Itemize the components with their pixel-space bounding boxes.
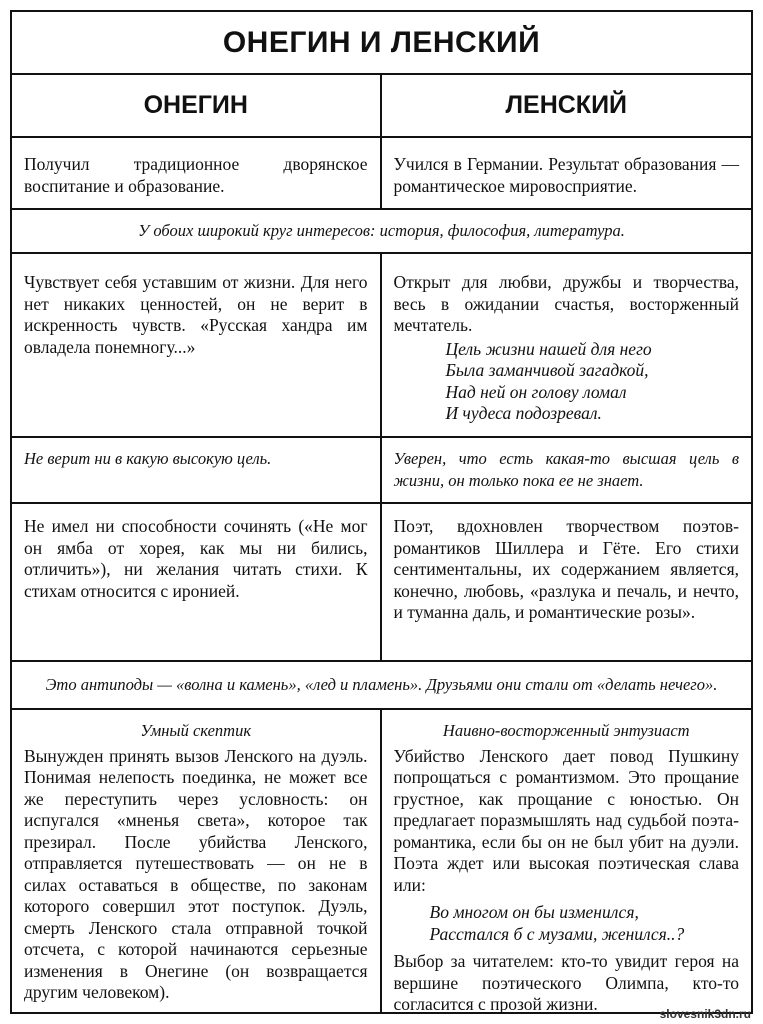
row-common-interests	[12, 210, 751, 254]
lensky-duel-text: Убийство Ленского дает повод Пушкину попрощаться с романтизмом. Это прощание грустное, как прощание с юностью. Он предлагает поразмышлять над судьбой поэта-романтика, если бы он не был убит на дуэли. Поэта ждет или высокая поэтическая слава или:	[393, 745, 739, 895]
onegin-education: Получил традиционное дворянское воспитание и образование.	[12, 138, 382, 208]
site-watermark: slovesnik3dn.ru	[659, 1007, 751, 1021]
verse-line: Во многом он бы изменился,	[429, 902, 639, 922]
onegin-poetry: Не имел ни способности сочинять («Не мог он ямба от хорея, как мы ни бились, отличить»), ни желания читать стихи. К стихам относится с иронией.	[12, 504, 382, 660]
row-poetry	[12, 504, 751, 662]
row-attitude	[12, 254, 751, 438]
common-interests-text: У обоих широкий круг интересов: история, философия, литература.	[138, 221, 625, 240]
header-onegin: ОНЕГИН	[12, 75, 382, 138]
lensky-purpose: Уверен, что есть какая-то высшая цель в жизни, он только пока ее не знает.	[393, 449, 739, 490]
lensky-duel	[382, 710, 752, 1012]
verse-line: И чудеса подозревал.	[445, 403, 602, 423]
row-purpose	[12, 438, 751, 504]
lensky-duel-conclusion: Выбор за читателем: кто-то увидит героя на вершине поэтического Олимпа, кто-то согласится с прозой жизни.	[393, 951, 739, 1014]
lensky-poetry: Поэт, вдохновлен творчеством поэтов-романтиков Шиллера и Гёте. Его стихи сентиментальны, их содержанием является, конечно, любовь, «разлука и печаль, и нечто, и туманна даль, и романтические розы».	[393, 516, 739, 622]
row-duel	[12, 710, 751, 1012]
lensky-duel-title: Наивно-восторженный энтузиаст	[442, 721, 690, 740]
header-lensky: ЛЕНСКИЙ	[382, 75, 752, 138]
onegin-duel-title: Умный скептик	[140, 721, 252, 740]
onegin-attitude: Чувствует себя уставшим от жизни. Для него нет никаких ценностей, он не верит в искренность чувств. «Русская хандра им овладела понемногу...»	[12, 254, 382, 436]
row-education	[12, 138, 751, 210]
onegin-purpose: Не верит ни в какую высокую цель.	[12, 438, 382, 502]
comparison-table	[10, 10, 753, 1014]
lensky-attitude	[382, 254, 752, 436]
row-antipodes	[12, 662, 751, 710]
lensky-education: Учился в Германии. Результат образования — романтическое мировосприятие.	[393, 154, 739, 196]
verse-line: Была заманчивой загадкой,	[445, 360, 649, 380]
onegin-duel-text: Вынужден принять вызов Ленского на дуэль. Понимая нелепость поединка, не может все же переступить через условность: он испугался «мненья света», которое так презирал. После убийства Ленского, отправляется путешествовать — он не в силах оставаться в обществе, по законам которого совершил этот поступок. Дуэль, смерть Ленского стала отправной точкой отсчета, с которой начинаются серьезные изменения в Онегине (он возвращается другим человеком).	[24, 745, 368, 1002]
table-title: ОНЕГИН И ЛЕНСКИЙ	[12, 12, 751, 75]
lensky-attitude-text: Открыт для любви, дружбы и творчества, весь в ожидании счастья, восторженный мечтатель.	[393, 272, 739, 335]
verse-line: Над ней он голову ломал	[445, 381, 627, 402]
onegin-duel	[12, 710, 382, 1012]
lensky-verse	[394, 339, 740, 425]
antipodes-text: Это антиподы — «волна и камень», «лед и пламень». Друзьями они стали от «делать нечего».	[45, 675, 718, 694]
verse-line: Цель жизни нашей для него	[445, 338, 652, 359]
lensky-duel-verse	[394, 902, 740, 945]
verse-line: Расстался б с музами, женился..?	[429, 923, 685, 944]
